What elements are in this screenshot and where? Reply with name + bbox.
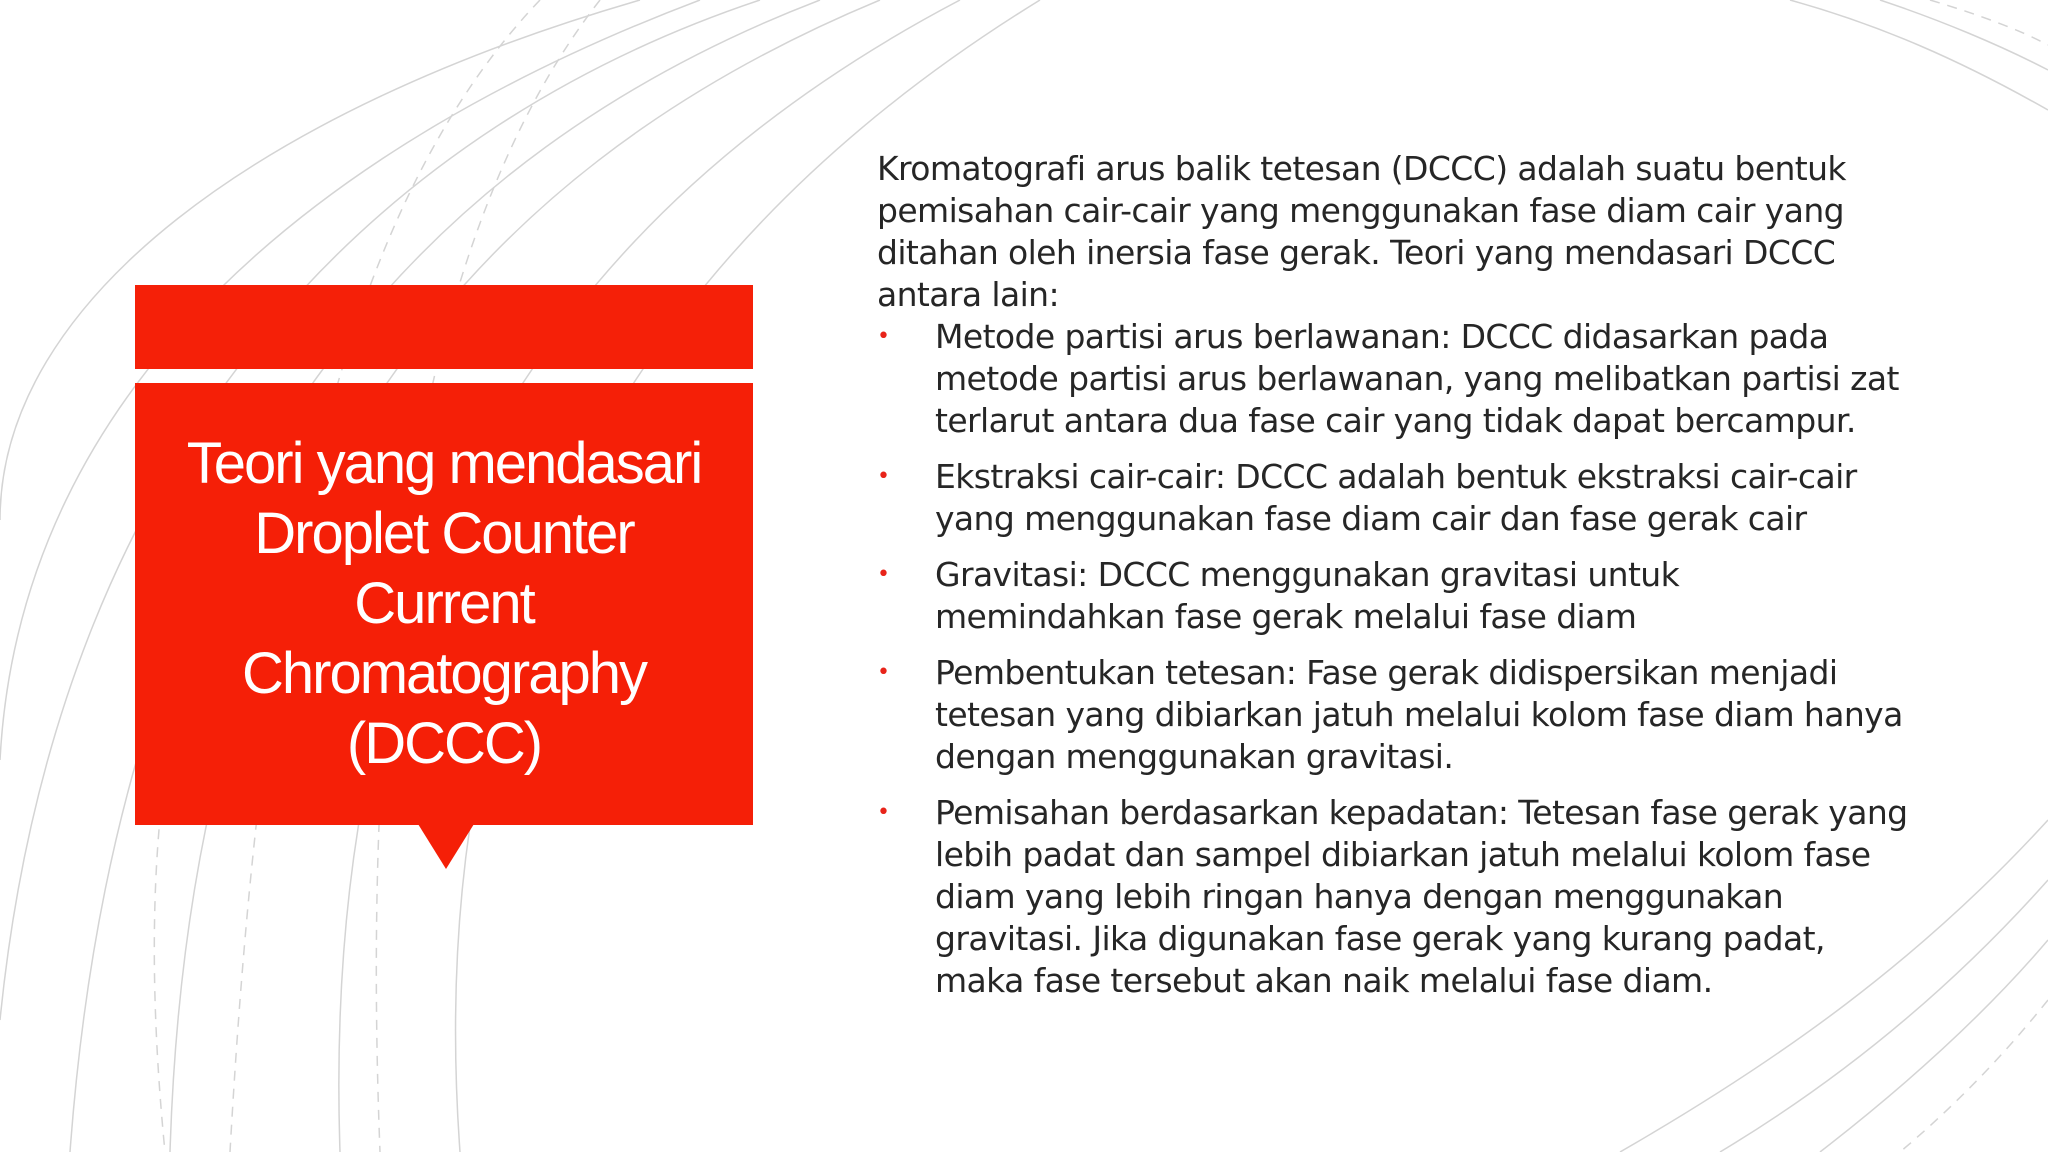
- title-callout: [135, 383, 753, 825]
- title-accent-bar: [135, 285, 753, 369]
- slide-body: [877, 148, 1917, 1016]
- bullet-text: Ekstraksi cair-cair: DCCC adalah bentuk ekstraksi cair-cair yang menggunakan fase diam cair dan fase gerak cair: [935, 457, 1857, 538]
- bullet-text: Metode partisi arus berlawanan: DCCC didasarkan pada metode partisi arus berlawanan, yang melibatkan partisi zat terlarut antara dua fase cair yang tidak dapat bercampur.: [935, 317, 1899, 440]
- bullet-marker: •: [877, 660, 890, 685]
- callout-pointer: [418, 824, 474, 869]
- bullet-list: [877, 316, 1917, 1002]
- bullet-marker: •: [877, 324, 890, 349]
- bullet-item: [877, 792, 1917, 1002]
- bullet-item: [877, 554, 1917, 638]
- bullet-item: [877, 652, 1917, 778]
- bullet-text: Pemisahan berdasarkan kepadatan: Tetesan fase gerak yang lebih padat dan sampel dibiarkan jatuh melalui kolom fase diam yang lebih ringan hanya dengan menggunakan gravitasi. Jika digunakan fase gerak yang kurang padat, maka fase tersebut akan naik melalui fase diam.: [935, 793, 1908, 1000]
- slide-title: Teori yang mendasari Droplet Counter Current Chromatography (DCCC): [186, 431, 702, 776]
- bullet-text: Pembentukan tetesan: Fase gerak didispersikan menjadi tetesan yang dibiarkan jatuh melalui kolom fase diam hanya dengan menggunakan gravitasi.: [935, 653, 1903, 776]
- bullet-item: [877, 316, 1917, 442]
- intro-paragraph: Kromatografi arus balik tetesan (DCCC) adalah suatu bentuk pemisahan cair-cair yang menggunakan fase diam cair yang ditahan oleh inersia fase gerak. Teori yang mendasari DCCC antara lain:: [877, 149, 1846, 314]
- bullet-marker: •: [877, 464, 890, 489]
- bullet-marker: •: [877, 562, 890, 587]
- bullet-text: Gravitasi: DCCC menggunakan gravitasi untuk memindahkan fase gerak melalui fase diam: [935, 555, 1680, 636]
- bullet-item: [877, 456, 1917, 540]
- bullet-marker: •: [877, 800, 890, 825]
